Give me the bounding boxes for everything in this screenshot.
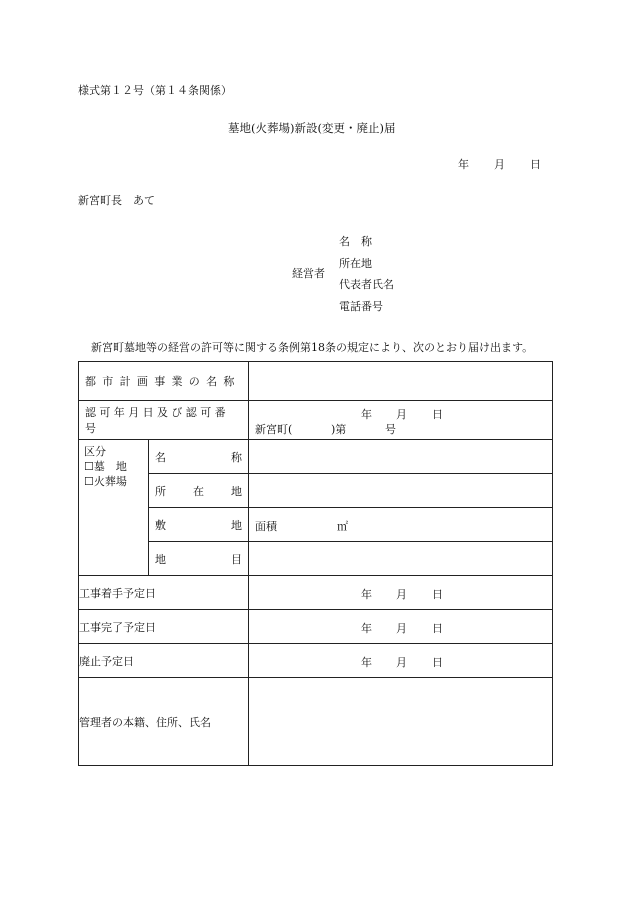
project-name-field[interactable]: [249, 362, 553, 401]
permit-field[interactable]: [249, 401, 553, 440]
applicant-group-label: 経営者: [292, 267, 325, 280]
site-name-label-2: 称: [231, 450, 243, 464]
permit-label-cell: [79, 401, 249, 440]
abolish-label: 廃止予定日: [79, 654, 134, 668]
site-name-label-1: 名: [155, 450, 166, 464]
form-table: [78, 361, 553, 766]
abolish-day: 日: [432, 656, 444, 669]
complete-month: 月: [396, 622, 408, 635]
category-cell: [79, 440, 149, 576]
site-location-field[interactable]: [249, 474, 553, 508]
project-name-label-cell: [79, 362, 249, 401]
date-day: 日: [530, 158, 541, 171]
premises-field[interactable]: [249, 508, 553, 542]
applicant-representative-label: 代表者氏名: [339, 278, 394, 291]
site-location-label-3: 地: [231, 484, 242, 498]
complete-date-field[interactable]: [249, 610, 553, 644]
start-date-field[interactable]: [249, 576, 553, 610]
date-month: 月: [494, 158, 505, 171]
start-month: 月: [396, 588, 408, 601]
applicant-phone-label: 電話番号: [339, 300, 383, 313]
abolish-date-field[interactable]: [249, 644, 553, 678]
applicant-name-label: 名 称: [339, 235, 372, 248]
area-label: 面積: [255, 520, 278, 533]
land-type-label-cell: [149, 542, 249, 576]
addressee: 新宮町長 あて: [78, 194, 155, 207]
area-unit: ㎡: [337, 520, 349, 533]
complete-year: 年: [361, 622, 373, 635]
form-title: 墓地(火葬場)新設(変更・廃止)届: [228, 121, 396, 135]
land-type-field[interactable]: [249, 542, 553, 576]
abolish-label-cell: [79, 644, 249, 678]
statement: 新宮町墓地等の経営の許可等に関する条例第18条の規定により、次のとおり届け出ます。: [91, 341, 534, 354]
permit-label: 認可年月日及び認可番号: [85, 406, 229, 435]
applicant-location-label: 所在地: [339, 257, 372, 270]
land-type-label-1: 地: [155, 552, 166, 566]
site-location-label-2: 在: [193, 484, 204, 498]
land-type-label-2: 目: [231, 552, 243, 566]
permit-month: 月: [396, 408, 408, 421]
permit-day: 日: [432, 408, 444, 421]
abolish-year: 年: [361, 656, 373, 669]
premises-label-1: 敷: [155, 518, 166, 532]
abolish-month: 月: [396, 656, 408, 669]
form-number: 様式第１２号（第１４条関係）: [78, 84, 232, 97]
site-name-field[interactable]: [249, 440, 553, 474]
permit-year: 年: [361, 408, 373, 421]
premises-label-2: 地: [231, 518, 243, 532]
start-label: 工事着手予定日: [79, 586, 156, 600]
category-cemetery-checkbox[interactable]: ☐墓 地: [84, 460, 127, 473]
category-label: 区分: [84, 445, 106, 458]
manager-label: 管理者の本籍、住所、氏名: [79, 715, 211, 729]
premises-label-cell: [149, 508, 249, 542]
site-location-label-cell: [149, 474, 249, 508]
manager-label-cell: [79, 678, 249, 766]
category-crematorium-checkbox[interactable]: ☐火葬場: [84, 475, 127, 488]
permit-number-mid: )第: [331, 423, 347, 436]
permit-number-suffix: 号: [385, 423, 397, 436]
complete-label-cell: [79, 610, 249, 644]
site-name-label-cell: [149, 440, 249, 474]
date-year: 年: [458, 158, 469, 171]
start-label-cell: [79, 576, 249, 610]
start-day: 日: [432, 588, 444, 601]
site-location-label-1: 所: [155, 484, 166, 498]
start-year: 年: [361, 588, 373, 601]
permit-town-prefix: 新宮町(: [255, 423, 293, 436]
project-name-label: 都市計画事業の名称: [85, 375, 241, 388]
complete-day: 日: [432, 622, 444, 635]
complete-label: 工事完了予定日: [79, 620, 156, 634]
manager-field[interactable]: [249, 678, 553, 766]
